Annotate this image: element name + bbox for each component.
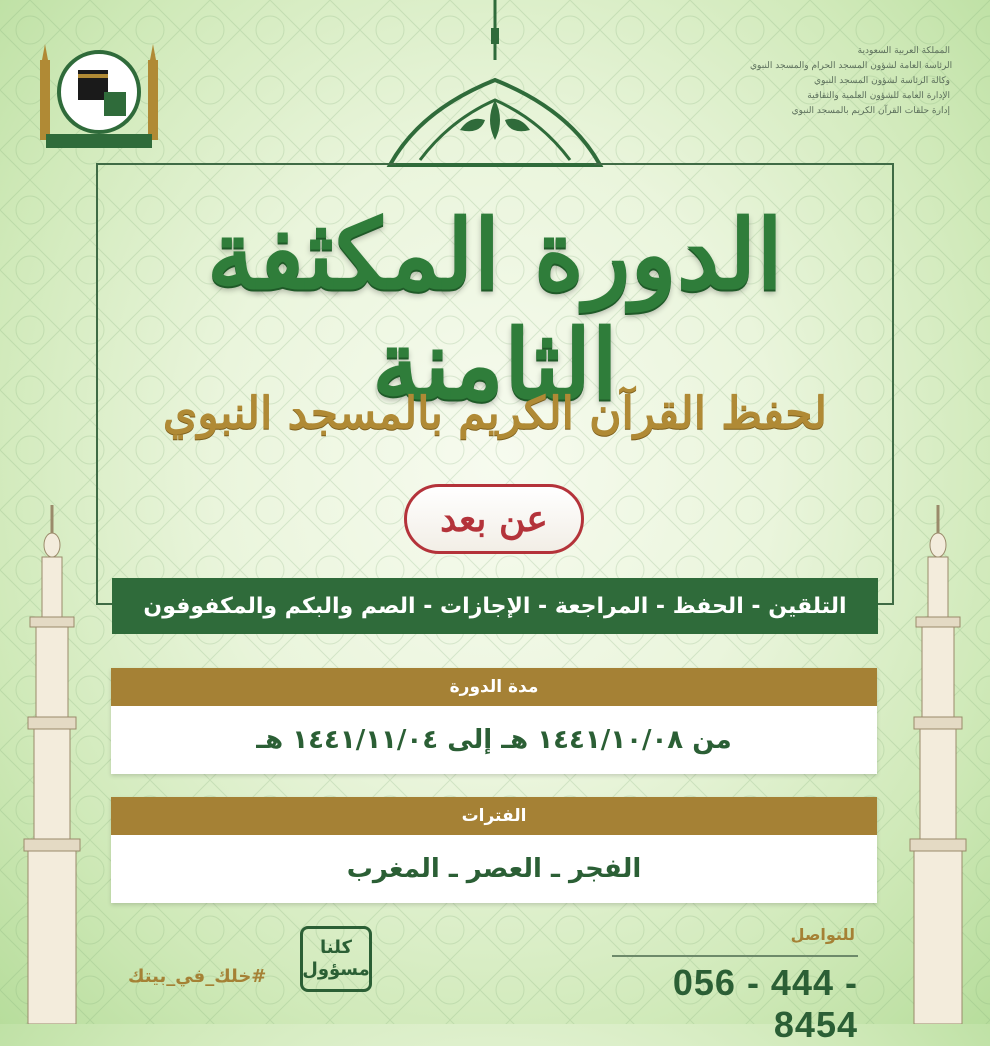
kulna-line1: كلنا <box>320 937 352 958</box>
kulna-masool-logo <box>300 926 372 992</box>
stay-home-hashtag: #خلك_في_بيتك <box>128 966 267 987</box>
contact-divider <box>612 955 858 957</box>
agency-header <box>750 44 953 119</box>
course-subtitle: لحفظ القرآن الكريم بالمسجد النبوي <box>162 388 828 439</box>
duration-body <box>111 706 877 774</box>
periods-header <box>111 797 877 835</box>
tracks-text: التلقين - الحفظ - المراجعة - الإجازات - الصم والبكم والمكفوفون <box>143 593 847 619</box>
periods-label: الفترات <box>461 806 527 826</box>
agency-line: إدارة حلقات القرآن الكريم بالمسجد النبوي <box>791 106 950 116</box>
presidency-logo <box>38 40 160 152</box>
periods-box <box>111 797 877 903</box>
remote-badge-label: عن بعد <box>440 498 548 540</box>
agency-line: وكالة الرئاسة لشؤون المسجد النبوي <box>814 76 950 86</box>
remote-badge <box>404 484 584 554</box>
duration-header <box>111 668 877 706</box>
minaret-left-image <box>4 505 94 1024</box>
contact-phone[interactable]: 056 - 444 - 8454 <box>672 962 858 1045</box>
duration-label: مدة الدورة <box>449 677 539 697</box>
course-title: الدورة المكثفة الثامنة <box>206 198 784 421</box>
agency-line: المملكة العربية السعودية <box>857 46 950 56</box>
duration-box <box>111 668 877 774</box>
kulna-line2: مسؤول <box>302 959 370 980</box>
agency-line: الرئاسة العامة لشؤون المسجد الحرام والمسجد النبوي <box>750 61 953 71</box>
agency-line: الإدارة العامة للشؤون العلمية والثقافية <box>807 91 950 101</box>
periods-value: الفجر ـ العصر ـ المغرب <box>346 854 642 884</box>
top-ornament <box>380 0 610 170</box>
duration-value: من ١٤٤١/١٠/٠٨ هـ إلى ١٤٤١/١١/٠٤ هـ <box>256 725 732 755</box>
minaret-right-image <box>896 505 986 1024</box>
tracks-bar <box>112 578 878 634</box>
contact-label: للتواصل <box>790 925 855 944</box>
periods-body <box>111 835 877 903</box>
